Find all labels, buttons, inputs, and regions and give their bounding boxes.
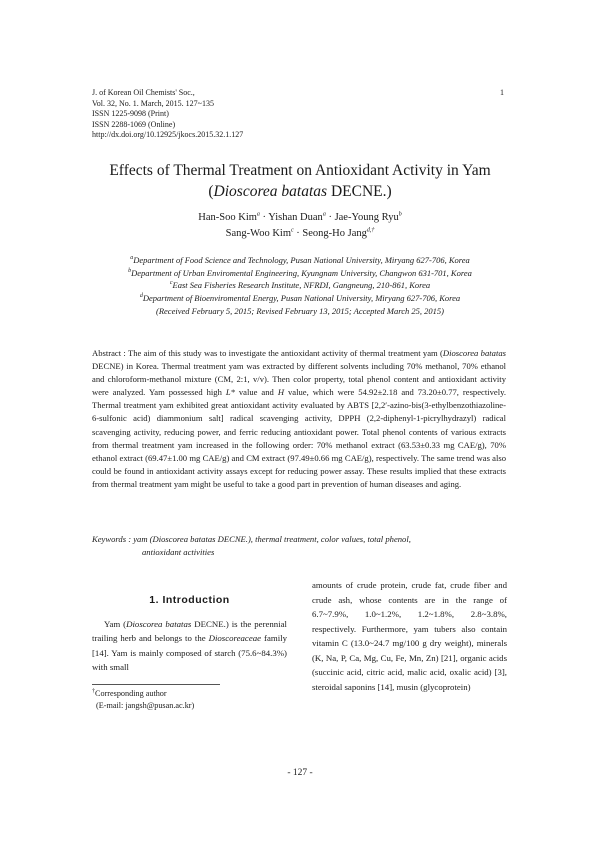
header-page-number: 1 [500,88,504,97]
affil-text: East Sea Fisheries Research Institute, NFRDI, Gangneung, 210-861, Korea [172,280,431,291]
right-column-text: amounts of crude protein, crude fat, crude fiber and crude ash, whose contents are in the range of 6.7~7.9%, 1.0~1.2%, 1.2~1.8%, 2.8~3.8%, respectively. Furthermore, yam tubers also contain vitamin C (13.0~24.7 mg/100 g dry weight), minerals (K, Na, P, Ca, Mg, Cu, Fe, Mn, Zn) [21], organic acids (succinic acid, citric acid, malic acid, oxalic acid) [3], steroidal saponins [14], musin (glycoprotein) [312,580,507,692]
title-species: Dioscorea batatas [213,183,328,200]
affil-text: Department of Urban Enviromental Engineering, Kyungnam University, Changwon 631-701, Korea [131,267,472,278]
journal-line: ISSN 2288-1069 (Online) [92,119,176,129]
author-affil-mark: a [256,211,260,218]
title-line-2 [60,181,540,202]
author-affil-mark: c [290,227,294,234]
abstract-hstar: H [277,387,285,398]
footnote [92,688,194,712]
abstract-text: DECNE) in Korea. Thermal treatment yam was extracted by different solvents including 70% methanol, 70% ethanol and chloroform-methanol mixture (CM, 2:1, v/v). Then color property, total phenol content and antioxidant activity were analyzed. Yam possessed high [92,361,506,398]
corresponding-author [92,688,194,700]
journal-line: ISSN 1225-9098 (Print) [92,109,169,119]
author-affil-mark: a [322,211,326,218]
author-name: Han-Soo Kim [198,212,257,223]
abstract-species: Dioscorea batatas [442,348,506,358]
intro-text: family [14]. Yam is mainly composed of starch (75.6~84.3%) with small [92,633,287,672]
doi-link[interactable]: http://dx.doi.org/10.12925/jkocs.2015.32.1.127 [92,130,244,140]
intro-text: Yam ( [104,618,127,629]
intro-family: Dioscoreaceae [208,633,262,643]
affil-mark: b [128,267,132,274]
author-separator: · [293,228,303,239]
author-name: Sang-Woo Kim [225,228,291,239]
title-line-1: Effects of Thermal Treatment on Antioxidant Activity in Yam [109,162,491,179]
keywords-line-2: antioxidant activities [142,546,215,557]
author-separator: · [259,212,269,223]
abstract-text: value and [234,387,278,398]
footnote-divider [92,684,220,685]
abstract-text: value, which were 54.92±2.18 and 73.20±0.77, respectively. Thermal treatment yam exhibited great antioxidant activity evaluated by ABTS [2,2′-azino-bis(3-ethylbenzothiazoline-6-sulfonic acid) diammonium salt] radical scavenging activity, DPPH (2,2-diphenyl-1-picrylhydrazyl) radical scavenging activity, reducing power, and ferric reducing antioxidant power. Total phenol contents of various extracts from thermal treatment yam increased in the following order: 70% methanol extract (63.53±0.33 mg CAE/g), 70% ethanol extract (69.47±1.00 mg CAE/g) and CM extract (97.49±0.66 mg CAE/g), respectively. The same trend was also could be found in antioxidant activity assays except for reducing power assay. These results implied that these extracts from thermal treatment yam might be useful to take a good part in prevention of human diseases and aging. [92,387,507,489]
keywords [92,533,506,558]
affil-mark: c [169,280,173,287]
author-name: Seong-Ho Jang [302,228,367,239]
author-email[interactable]: (E-mail: jangsh@pusan.ac.kr) [96,701,195,710]
affil-text: Department of Food Science and Technology, Pusan National University, Miryang 627-706, Korea [133,255,470,265]
abstract-label: Abstract : [92,348,128,358]
left-column [92,590,287,675]
affiliation-b [60,267,540,280]
affil-mark: a [130,255,134,262]
affil-text: Department of Bioenviromental Energy, Pusan National University, Miryang 627-706, Korea [142,293,461,304]
right-column [312,578,507,694]
title-rest: DECNE.) [327,183,392,200]
abstract-lstar: L* [225,387,235,398]
intro-paragraph [92,617,287,675]
section-heading-introduction: 1. Introduction [149,594,230,606]
author-name: Jae-Young Ryu [334,212,399,223]
affil-mark: d [139,293,143,300]
author-line-1 [60,210,540,226]
affiliations [60,254,540,318]
journal-line: J. of Korean Oil Chemists' Soc., [92,88,195,97]
author-separator: · [325,212,335,223]
footnote-mark: † [92,688,95,695]
author-affil-mark: b [398,211,402,218]
keywords-line-1: Keywords : yam (Dioscorea batatas DECNE.), thermal treatment, color values, total phenol, [92,534,411,544]
author-line-2 [60,226,540,242]
journal-info [92,88,243,141]
footer-page-number: - 127 - [287,768,313,778]
paper-title [60,160,540,202]
title-paren: ( [208,183,214,200]
affiliation-a [60,254,540,267]
author-affil-mark: d,† [366,227,375,234]
journal-line: Vol. 32, No. 1. March, 2015. 127~135 [92,98,214,108]
intro-text: DECNE.) is the perennial trailing herb and belongs to the [92,618,287,643]
footnote-label: Corresponding author [95,689,167,698]
abstract-text: The aim of this study was to investigate the antioxidant activity of thermal treatment yam ( [127,348,443,358]
received-dates: (Received February 5, 2015; Revised February 13, 2015; Accepted March 25, 2015) [156,305,444,316]
affiliation-d [60,292,540,305]
author-list [60,210,540,242]
abstract [92,347,506,491]
intro-species: Dioscorea batatas [126,618,192,629]
author-name: Yishan Duan [268,212,323,223]
affiliation-c [60,279,540,292]
